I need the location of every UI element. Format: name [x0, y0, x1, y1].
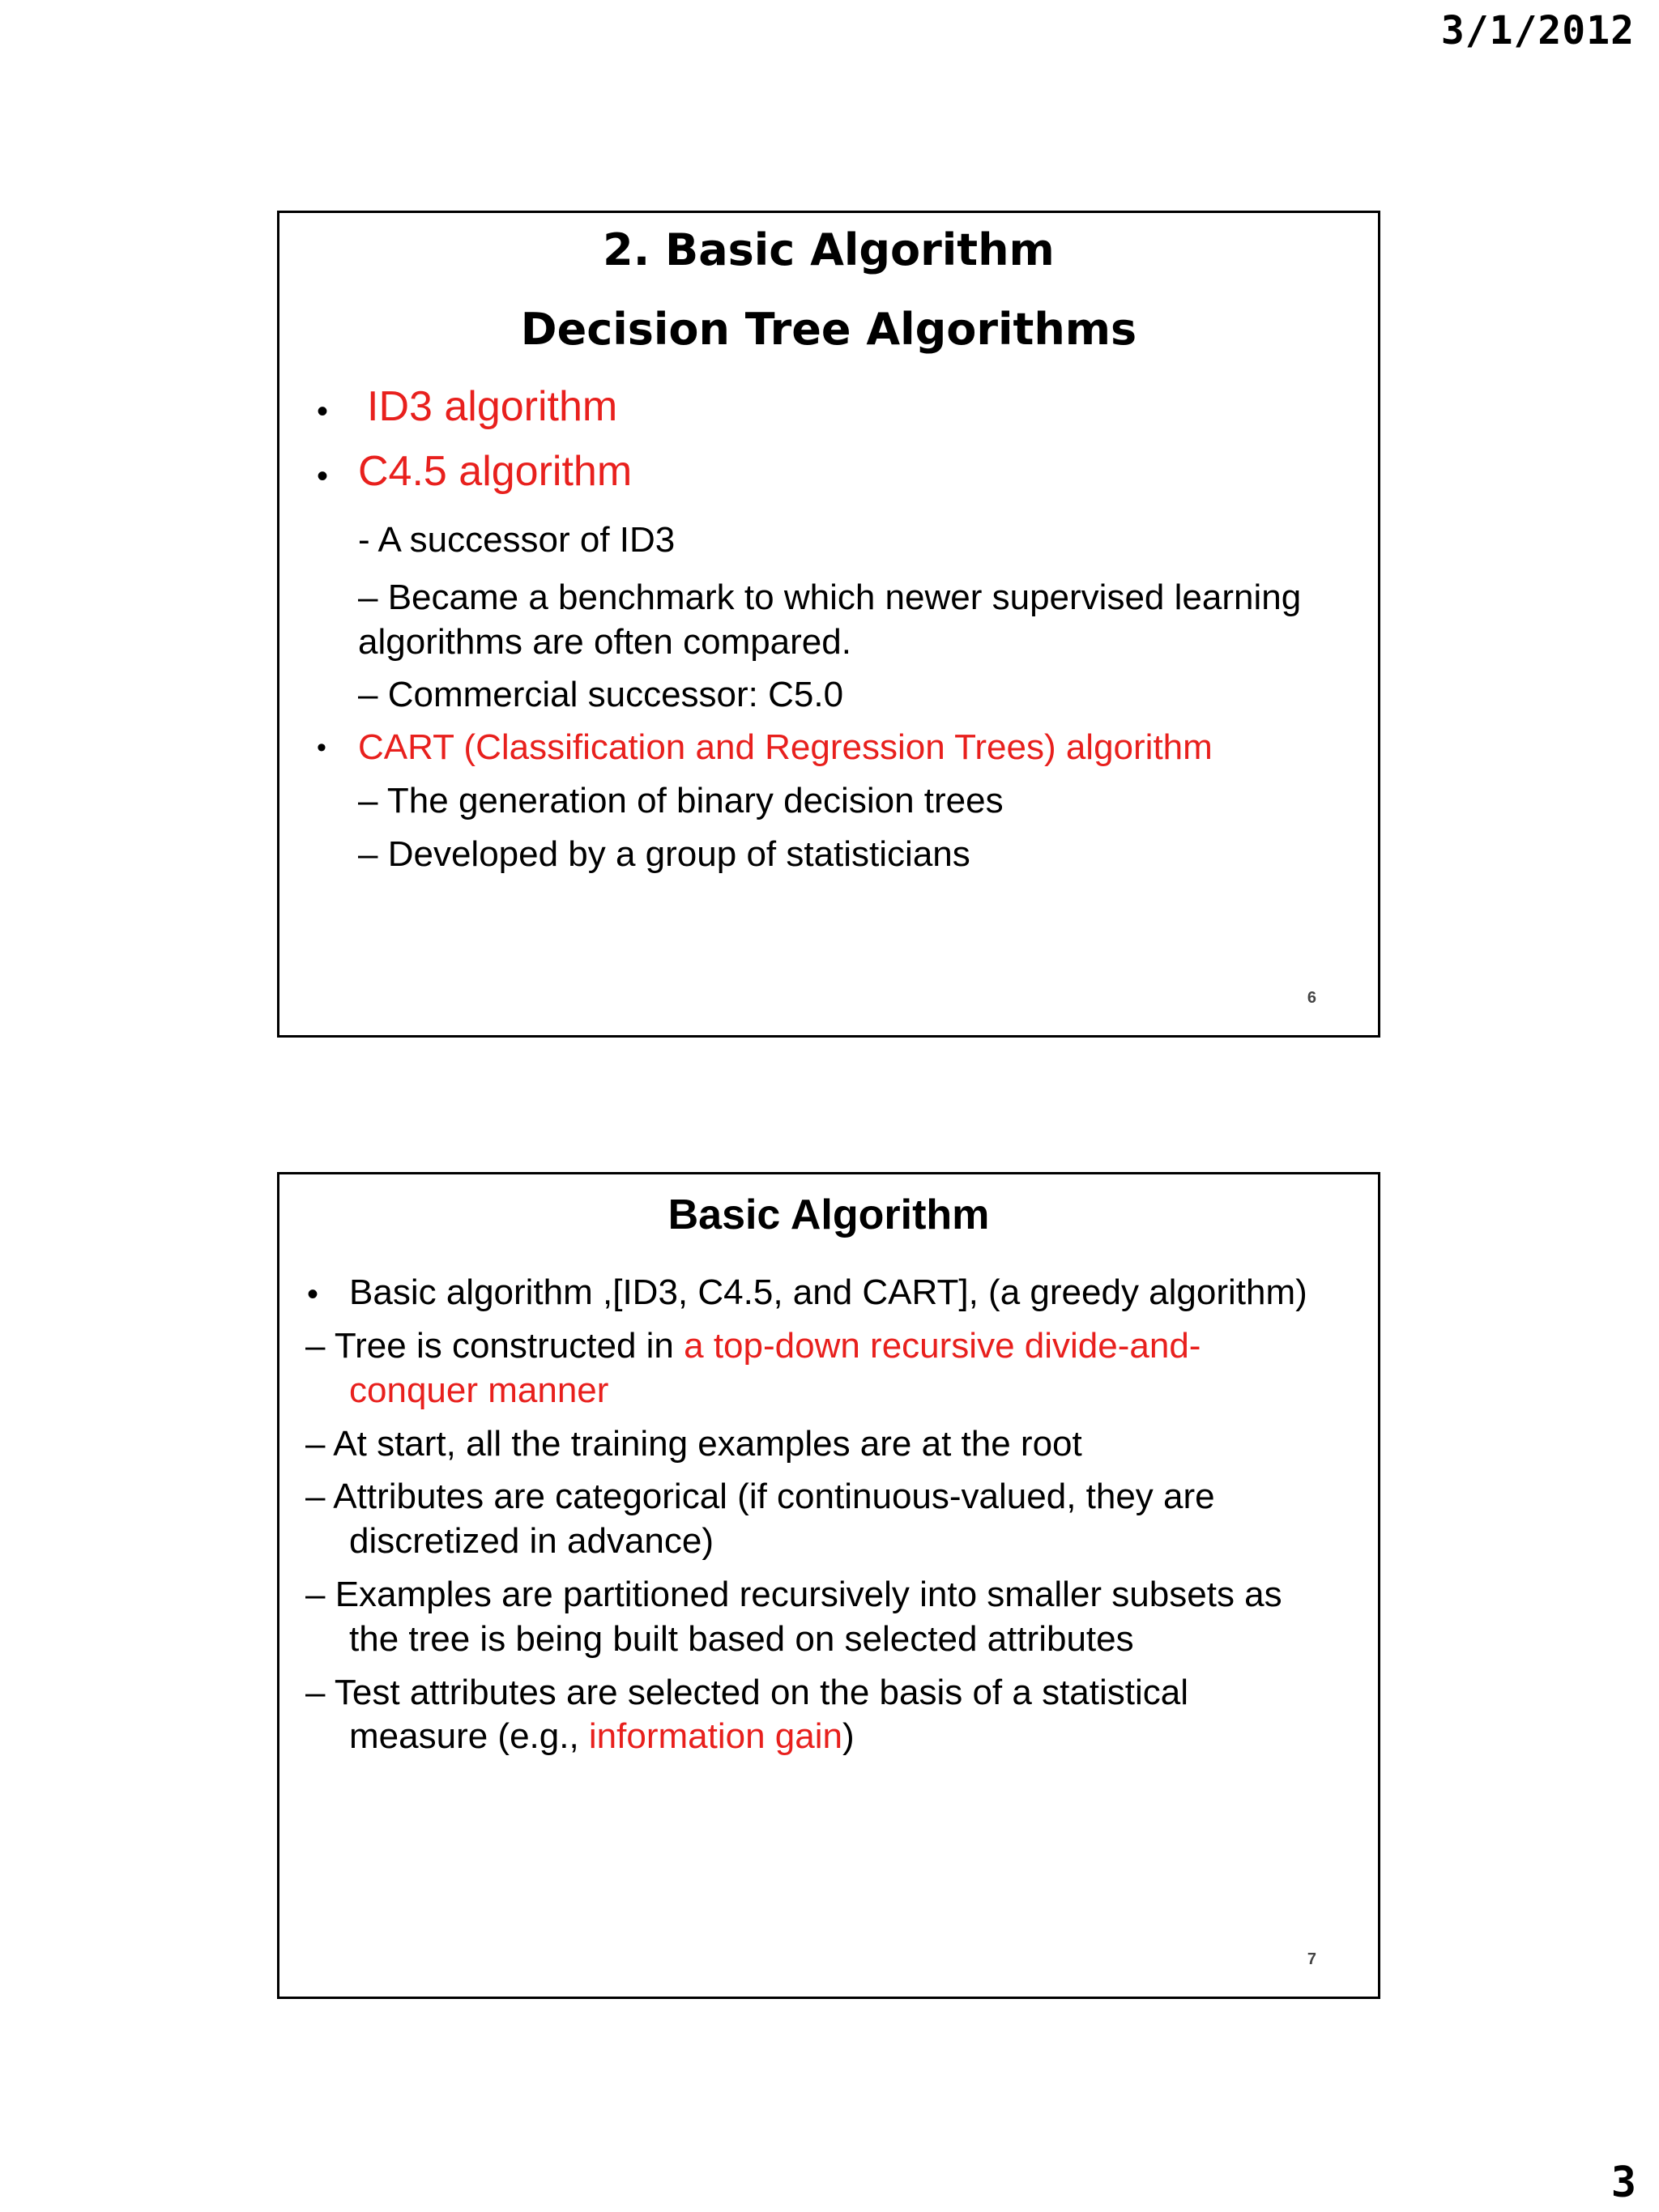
page-date: 3/1/2012 — [1440, 8, 1635, 53]
text-run: – Tree is constructed in — [305, 1326, 684, 1366]
list-subitem: – Commercial successor: C5.0 — [358, 675, 844, 714]
page-number: 3 — [1610, 2159, 1636, 2207]
list-subitem: – The generation of binary decision trees — [358, 781, 1004, 820]
list-subitem: – Examples are partitioned recursively into smaller subsets as — [305, 1575, 1282, 1614]
slide-title: Basic Algorithm — [667, 1191, 990, 1238]
list-subitem-continued: algorithms are often compared. — [358, 622, 851, 662]
slide-subtitle: Decision Tree Algorithms — [520, 304, 1137, 355]
list-subitem: – Test attributes are selected on the basis of a statistical — [305, 1673, 1189, 1712]
bullet-marker: • — [307, 1276, 319, 1312]
highlight-text: information gain — [588, 1716, 842, 1756]
list-subitem: – Became a benchmark to which newer supervised learning — [358, 578, 1302, 617]
slide-title: 2. Basic Algorithm — [603, 224, 1055, 275]
text-run: ) — [842, 1716, 855, 1756]
highlight-text-continued: conquer manner — [349, 1370, 609, 1410]
list-subitem-continued — [349, 1716, 855, 1756]
list-subitem-continued: the tree is being built based on selected attributes — [349, 1619, 1134, 1659]
slide-number: 6 — [1307, 989, 1316, 1007]
list-subitem: – Developed by a group of statisticians — [358, 834, 970, 874]
list-subitem: – At start, all the training examples are at the root — [305, 1424, 1082, 1464]
bullet-marker: • — [317, 732, 326, 763]
list-subitem — [305, 1328, 1201, 1364]
highlight-text: a top-down recursive divide-and- — [684, 1326, 1201, 1366]
bullet-marker: • — [317, 458, 329, 494]
list-subitem: - A successor of ID3 — [358, 520, 676, 560]
list-item-intro: Basic algorithm ,[ID3, C4.5, and CART], (a greedy algorithm) — [349, 1272, 1307, 1312]
list-item-id3: ID3 algorithm — [367, 383, 618, 430]
list-subitem: – Attributes are categorical (if continuous-valued, they are — [305, 1477, 1215, 1516]
bullet-marker: • — [317, 394, 329, 429]
text-run: measure (e.g., — [349, 1716, 589, 1756]
slide-6 — [277, 211, 1380, 1038]
slide-7 — [277, 1172, 1380, 1999]
slide-number: 7 — [1307, 1950, 1316, 1968]
list-subitem-continued: discretized in advance) — [349, 1521, 714, 1561]
list-item-cart: CART (Classification and Regression Trees) algorithm — [358, 727, 1213, 767]
list-item-c45: C4.5 algorithm — [358, 448, 633, 495]
